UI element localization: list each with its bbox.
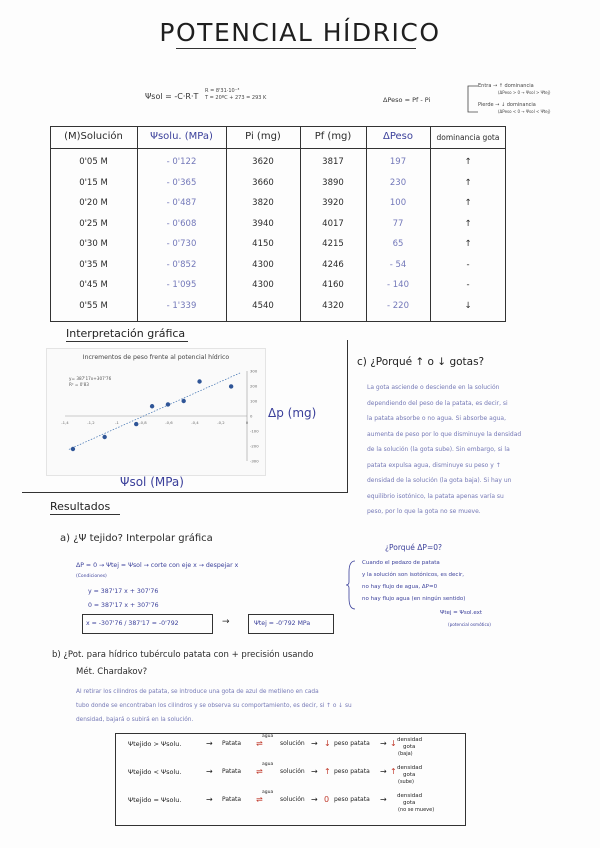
table-cell-psi: - 0'365 bbox=[166, 177, 197, 188]
title-underline bbox=[176, 48, 416, 49]
arrow-icon: → bbox=[311, 795, 318, 804]
table-cell-dp: - 54 bbox=[389, 259, 407, 270]
note-pierde: Pierde → ↓ dominancia bbox=[478, 102, 536, 108]
table-cell-pi: 4540 bbox=[252, 300, 274, 311]
table-cell-dp: 65 bbox=[392, 239, 404, 249]
table-cell-pi: 3820 bbox=[252, 198, 274, 208]
table-cell-psi: - 0'730 bbox=[166, 239, 197, 249]
table-cell-dir: ↑ bbox=[464, 239, 472, 249]
y-tick-label: 200 bbox=[250, 383, 258, 389]
table-cell-m: 0'35 M bbox=[79, 259, 108, 270]
porque-heading: c) ¿Porqué ↑ o ↓ gotas? bbox=[357, 356, 485, 368]
b-line: densidad, bajará o subirá en la solución. bbox=[76, 717, 194, 723]
table-cell-dir: ↓ bbox=[464, 300, 472, 311]
porque-line: la patata absorbe o no agua. Si absorbe agua, bbox=[367, 415, 507, 422]
flow-res2: gota bbox=[403, 772, 416, 778]
a-line: y = 387'17 x + 307'76 bbox=[88, 588, 159, 595]
flow-res2: gota bbox=[403, 800, 416, 806]
question-a-heading: a) ¿Ψ tejido? Interpolar gráfica bbox=[60, 533, 213, 544]
arrow-icon: 0 bbox=[324, 795, 330, 804]
a-line: ΔP = 0 → Ψtej = Ψsol → corte con eje x → despejar x bbox=[76, 562, 239, 569]
table-cell-dir: ↑ bbox=[464, 218, 472, 229]
table-cell-dp: 77 bbox=[392, 218, 404, 229]
table-cell-m: 0'15 M bbox=[79, 177, 108, 188]
data-point bbox=[134, 422, 138, 426]
x-tick-label: -1 bbox=[115, 420, 119, 425]
heading-underline bbox=[50, 514, 120, 515]
data-point bbox=[229, 384, 233, 388]
flow-sol: solución bbox=[280, 796, 305, 803]
y-tick-label: 100 bbox=[250, 398, 258, 404]
flow-lhs: Ψtejido = Ψsolu. bbox=[128, 796, 182, 804]
arrow-icon: → bbox=[380, 795, 387, 804]
porque-line: patata expulsa agua, disminuye su peso y ↑ bbox=[367, 461, 501, 469]
table-cell-pi: 4150 bbox=[252, 239, 274, 249]
porque-paragraph bbox=[367, 380, 589, 520]
table-cell-dp: - 220 bbox=[387, 300, 409, 311]
flow-res3: (baja) bbox=[398, 751, 413, 757]
page-title: POTENCIAL HÍDRICO bbox=[159, 18, 441, 47]
trendline bbox=[69, 373, 241, 450]
arrow-icon: → bbox=[206, 739, 213, 748]
table-cell-pf: 4320 bbox=[322, 300, 344, 311]
a-side-line: y la solución son isotónicos, es decir, bbox=[362, 572, 464, 578]
arrow-icon: ⇌ bbox=[256, 795, 263, 804]
flow-res3: (sube) bbox=[398, 779, 414, 785]
table-cell-pf: 3890 bbox=[322, 177, 344, 188]
flow-sol: solución bbox=[280, 740, 305, 747]
arrow-icon: ⇌ bbox=[256, 767, 263, 776]
y-tick-label: 0 bbox=[250, 413, 253, 419]
table-cell-pf: 4246 bbox=[322, 259, 344, 270]
table-cell-psi: - 0'852 bbox=[166, 259, 197, 270]
brace-icon bbox=[460, 84, 480, 114]
flow-lhs: Ψtejido < Ψsolu. bbox=[128, 768, 182, 776]
flow-pat: Patata bbox=[222, 768, 242, 775]
data-point bbox=[102, 435, 106, 439]
psi-formula: Ψsol = -C·R·T bbox=[145, 92, 199, 101]
table-cell-m: 0'25 M bbox=[79, 218, 108, 229]
table-cell-dp: 197 bbox=[389, 157, 407, 167]
table-cell-m: 0'30 M bbox=[79, 239, 108, 249]
a-line: (Condiciones) bbox=[76, 574, 107, 579]
table-header: Ψsolu. (MPa) bbox=[150, 131, 213, 142]
table-cell-pf: 4160 bbox=[322, 280, 344, 290]
table-cell-pf: 4017 bbox=[322, 218, 344, 229]
flow-lhs: Ψtejido > Ψsolu. bbox=[128, 740, 182, 748]
table-cell-pi: 4300 bbox=[252, 280, 274, 290]
porque-line: densidad de la solución (la gota baja). Si hay un bbox=[367, 477, 512, 484]
question-b-heading-2: Mét. Chardakov? bbox=[76, 667, 148, 677]
table-header: Pi (mg) bbox=[245, 131, 281, 142]
table-cell-dp: 230 bbox=[389, 177, 407, 188]
porque-line: de la solución (la gota sube). Sin embargo, si la bbox=[367, 446, 510, 453]
flow-res3: (no se mueve) bbox=[398, 807, 435, 813]
porque-line: equilibrio isotónico, la patata apenas varía su bbox=[367, 492, 504, 500]
flow-res2: gota bbox=[403, 744, 416, 750]
porque-line: dependiendo del peso de la patata, es decir, si bbox=[367, 399, 508, 407]
porque-line: aumenta de peso por lo que disminuye la densidad bbox=[367, 430, 522, 438]
section-divider bbox=[347, 340, 348, 492]
table-cell-pi: 3940 bbox=[252, 218, 274, 229]
flow-res1: densidad bbox=[397, 737, 423, 743]
data-point bbox=[197, 379, 201, 383]
arrow-icon: → bbox=[380, 739, 387, 748]
x-tick-label: -1,2 bbox=[87, 420, 95, 425]
porque-line: peso, por lo que la gota no se mueve. bbox=[367, 508, 481, 515]
a-side-line: no hay flujo agua (en ningún sentido) bbox=[362, 596, 466, 602]
flow-sol: solución bbox=[280, 768, 305, 775]
section-divider bbox=[22, 492, 348, 493]
x-tick-label: 0 bbox=[245, 420, 249, 425]
flow-agua: agua bbox=[262, 762, 274, 767]
interpretacion-heading: Interpretación gráfica bbox=[66, 327, 186, 340]
a-result: Ψtej = -0'792 MPa bbox=[254, 620, 311, 627]
flow-agua: agua bbox=[262, 790, 274, 795]
heading-underline bbox=[66, 341, 188, 342]
arrow-icon: ↑ bbox=[324, 767, 331, 776]
flow-res1: densidad bbox=[397, 765, 423, 771]
arrow-icon: ↑ bbox=[390, 767, 397, 776]
flow-pat: Patata bbox=[222, 740, 242, 747]
flow-res1: densidad bbox=[397, 793, 423, 799]
x-tick-label: -0,8 bbox=[139, 420, 147, 425]
chart-svg bbox=[47, 349, 265, 475]
data-point bbox=[150, 404, 154, 408]
a-line: 0 = 387'17 x + 307'76 bbox=[88, 602, 159, 609]
table-cell-m: 0'05 M bbox=[79, 157, 108, 167]
arrow-icon: → bbox=[206, 767, 213, 776]
data-point bbox=[181, 399, 185, 403]
data-table bbox=[50, 126, 506, 322]
scatter-chart bbox=[46, 348, 266, 476]
constant-t: T = 20ºC + 273 = 293 K bbox=[205, 95, 267, 101]
table-header: ΔPeso bbox=[383, 131, 413, 142]
y-tick-label: -100 bbox=[250, 428, 259, 434]
x-tick-label: -1,4 bbox=[61, 420, 69, 425]
y-tick-label: -300 bbox=[250, 458, 259, 464]
table-cell-psi: - 1'095 bbox=[166, 280, 197, 290]
note-pierde-sub: (ΔPeso < 0 → Ψsol < Ψtej) bbox=[498, 109, 551, 114]
y-axis-label: Δp (mg) bbox=[268, 406, 317, 420]
flow-peso: peso patata bbox=[334, 796, 370, 803]
table-cell-dir: - bbox=[466, 280, 470, 290]
table-cell-dir: ↑ bbox=[464, 157, 472, 167]
table-cell-m: 0'55 M bbox=[79, 300, 108, 311]
table-cell-pf: 3817 bbox=[322, 157, 344, 167]
table-cell-psi: - 0'122 bbox=[166, 157, 197, 167]
table-cell-m: 0'20 M bbox=[79, 198, 108, 208]
table-cell-m: 0'45 M bbox=[79, 280, 108, 290]
chart-title: Incrementos de peso frente al potencial hídrico bbox=[82, 354, 230, 361]
table-header-divider bbox=[50, 148, 506, 149]
arrow-icon: ⇌ bbox=[256, 739, 263, 748]
table-header: (M)Solución bbox=[64, 131, 123, 142]
table-cell-pi: 3660 bbox=[252, 177, 274, 188]
question-b-heading: b) ¿Pot. para hídrico tubérculo patata con + precisión usando bbox=[52, 650, 314, 660]
brace-icon bbox=[346, 560, 356, 610]
table-cell-dp: - 140 bbox=[387, 280, 409, 290]
trend-r2: R² = 0'83 bbox=[69, 382, 89, 387]
flow-peso: peso patata bbox=[334, 768, 370, 775]
note-entra-sub: (ΔPeso > 0 → Ψsol > Ψtej) bbox=[498, 90, 551, 95]
trend-equation: y= 387'17x+307'76 bbox=[69, 376, 112, 381]
flow-pat: Patata bbox=[222, 796, 242, 803]
constant-r: R = 8'31·10⁻³ bbox=[205, 88, 240, 94]
arrow-icon: → bbox=[311, 739, 318, 748]
delta-p-formula: ΔPeso = Pf - Pi bbox=[383, 96, 431, 104]
flow-agua: agua bbox=[262, 734, 274, 739]
arrow-icon: ↓ bbox=[324, 739, 331, 748]
table-cell-dir: - bbox=[466, 259, 470, 270]
table-cell-psi: - 1'339 bbox=[166, 300, 197, 311]
table-header: dominancia gota bbox=[436, 133, 500, 142]
table-cell-pi: 4300 bbox=[252, 259, 274, 270]
arrow-icon: → bbox=[311, 767, 318, 776]
table-cell-psi: - 0'487 bbox=[166, 198, 197, 208]
y-tick-label: 300 bbox=[250, 368, 258, 374]
x-tick-label: -0,4 bbox=[191, 420, 199, 425]
arrow-icon: ↓ bbox=[390, 739, 397, 748]
arrow-icon: → bbox=[206, 795, 213, 804]
data-point bbox=[166, 402, 170, 406]
a-side-line: Cuando el pedazo de patata bbox=[362, 560, 440, 566]
a-side-title: ¿Porqué ΔP=0? bbox=[385, 543, 442, 552]
a-side-line: no hay flujo de agua, ΔP=0 bbox=[362, 584, 438, 590]
arrow-icon: → bbox=[222, 617, 230, 627]
a-side-line: (potencial osmótico) bbox=[448, 622, 491, 627]
b-line: Al retirar los cilindros de patata, se introduce una gota de azul de metileno en cada bbox=[76, 689, 319, 695]
x-tick-label: -0,6 bbox=[165, 420, 173, 425]
resultados-heading: Resultados bbox=[50, 500, 111, 513]
b-line: tubo donde se encontraban los cilindros y se observa su comportamiento, es decir, si ↑ o ↓ su bbox=[76, 703, 352, 709]
table-cell-psi: - 0'608 bbox=[166, 218, 197, 229]
table-cell-dir: ↑ bbox=[464, 177, 472, 188]
arrow-icon: → bbox=[380, 767, 387, 776]
data-point bbox=[71, 447, 75, 451]
x-axis-label: Ψsol (MPa) bbox=[120, 475, 184, 489]
x-tick-label: -0,2 bbox=[217, 420, 225, 425]
table-cell-dir: ↑ bbox=[464, 198, 472, 208]
table-cell-pf: 4215 bbox=[322, 239, 344, 249]
note-entra: Entra → ↑ dominancia bbox=[478, 83, 534, 89]
flow-peso: peso patata bbox=[334, 740, 370, 747]
a-line: x = -307'76 / 387'17 = -0'792 bbox=[86, 620, 179, 627]
table-cell-pi: 3620 bbox=[252, 157, 274, 167]
y-tick-label: -200 bbox=[250, 443, 259, 449]
a-side-line: Ψtej = Ψsol.ext bbox=[440, 610, 483, 616]
table-header: Pf (mg) bbox=[314, 131, 352, 142]
table-cell-dp: 100 bbox=[389, 198, 407, 208]
porque-line: La gota asciende o desciende en la solución bbox=[367, 384, 500, 391]
table-cell-pf: 3920 bbox=[322, 198, 344, 208]
